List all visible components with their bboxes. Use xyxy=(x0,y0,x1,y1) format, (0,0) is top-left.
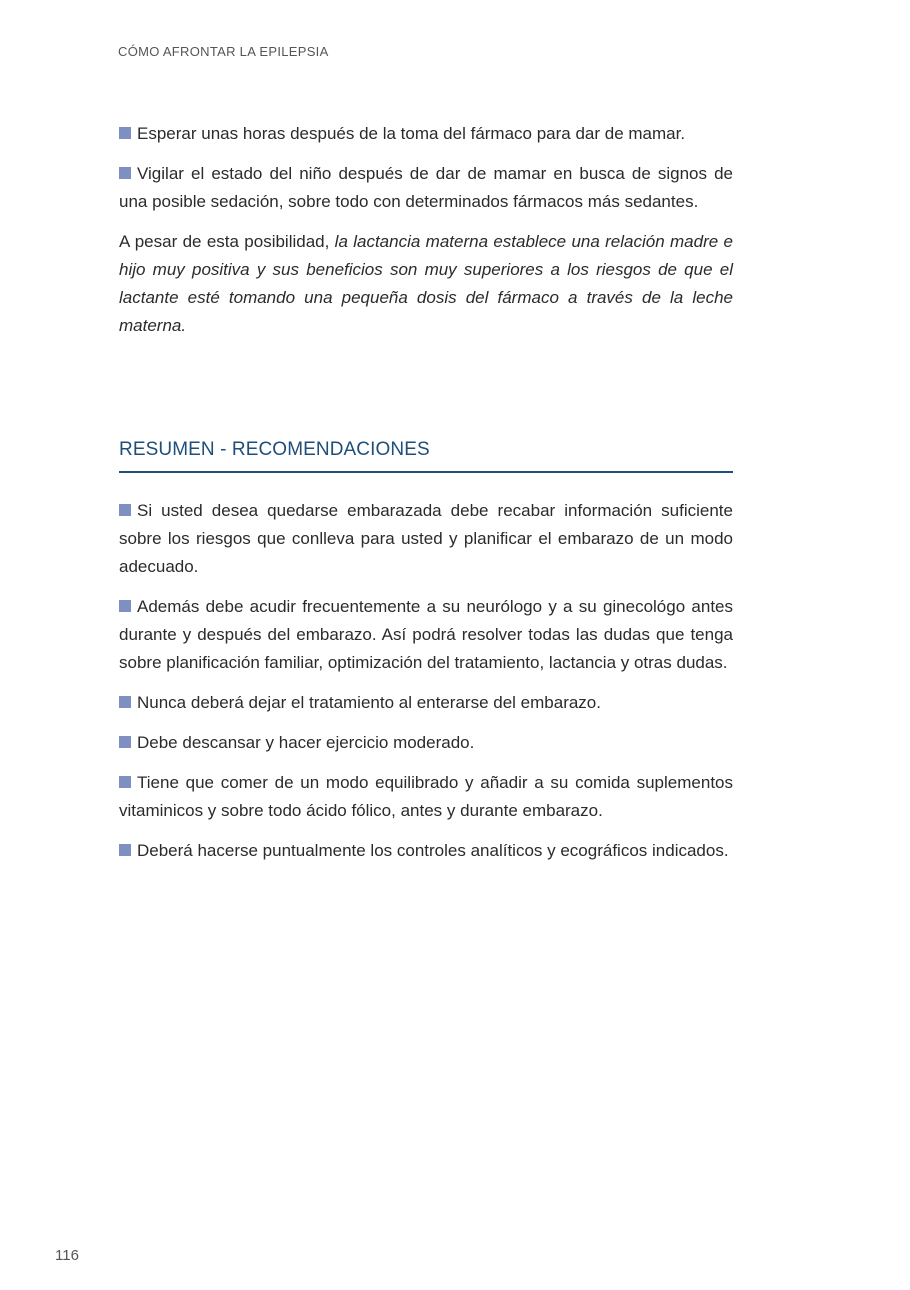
list-item-text: Deberá hacerse puntualmente los controles analíticos y ecográficos indicados. xyxy=(137,841,729,860)
square-bullet-icon xyxy=(119,600,131,612)
list-item-text: Nunca deberá dejar el tratamiento al enterarse del embarazo. xyxy=(137,693,601,712)
list-item-text: Si usted desea quedarse embarazada debe recabar información suficiente sobre los riesgos que conlleva para usted y planificar el embarazo de un modo adecuado. xyxy=(119,501,733,576)
list-item-text: Vigilar el estado del niño después de dar de mamar en busca de signos de una posible sedación, sobre todo con determinados fármacos más sedantes. xyxy=(119,164,733,211)
list-item xyxy=(119,497,733,581)
list-item xyxy=(119,729,733,757)
list-item-text: Esperar unas horas después de la toma del fármaco para dar de mamar. xyxy=(137,124,686,143)
square-bullet-icon xyxy=(119,127,131,139)
list-item xyxy=(119,837,733,865)
square-bullet-icon xyxy=(119,776,131,788)
square-bullet-icon xyxy=(119,844,131,856)
list-item xyxy=(119,689,733,717)
running-header: CÓMO AFRONTAR LA EPILEPSIA xyxy=(118,44,329,59)
square-bullet-icon xyxy=(119,696,131,708)
list-item xyxy=(119,160,733,216)
page-number: 116 xyxy=(55,1247,79,1264)
section-heading: RESUMEN - RECOMENDACIONES xyxy=(119,438,733,473)
closing-paragraph-lead: A pesar de esta posibilidad, xyxy=(119,232,335,251)
closing-paragraph xyxy=(119,228,733,340)
list-item xyxy=(119,593,733,677)
list-item xyxy=(119,120,733,148)
square-bullet-icon xyxy=(119,736,131,748)
square-bullet-icon xyxy=(119,167,131,179)
square-bullet-icon xyxy=(119,504,131,516)
list-item xyxy=(119,769,733,825)
recommendations-list xyxy=(119,497,733,865)
page-body xyxy=(119,120,733,877)
list-item-text: Además debe acudir frecuentemente a su neurólogo y a su ginecológo antes durante y después del embarazo. Así podrá resolver todas las dudas que tenga sobre planificación familiar, optimización del tratamiento, lactancia y otras dudas. xyxy=(119,597,733,672)
list-item-text: Debe descansar y hacer ejercicio moderado. xyxy=(137,733,475,752)
closing-paragraph-emphasis: la lactancia materna establece una relación madre e hijo muy positiva y sus beneficios son muy superiores a los riesgos de que el lactante esté tomando una pequeña dosis del fármaco a través de la leche materna. xyxy=(119,232,733,335)
list-item-text: Tiene que comer de un modo equilibrado y añadir a su comida suplementos vitaminicos y sobre todo ácido fólico, antes y durante embarazo. xyxy=(119,773,733,820)
